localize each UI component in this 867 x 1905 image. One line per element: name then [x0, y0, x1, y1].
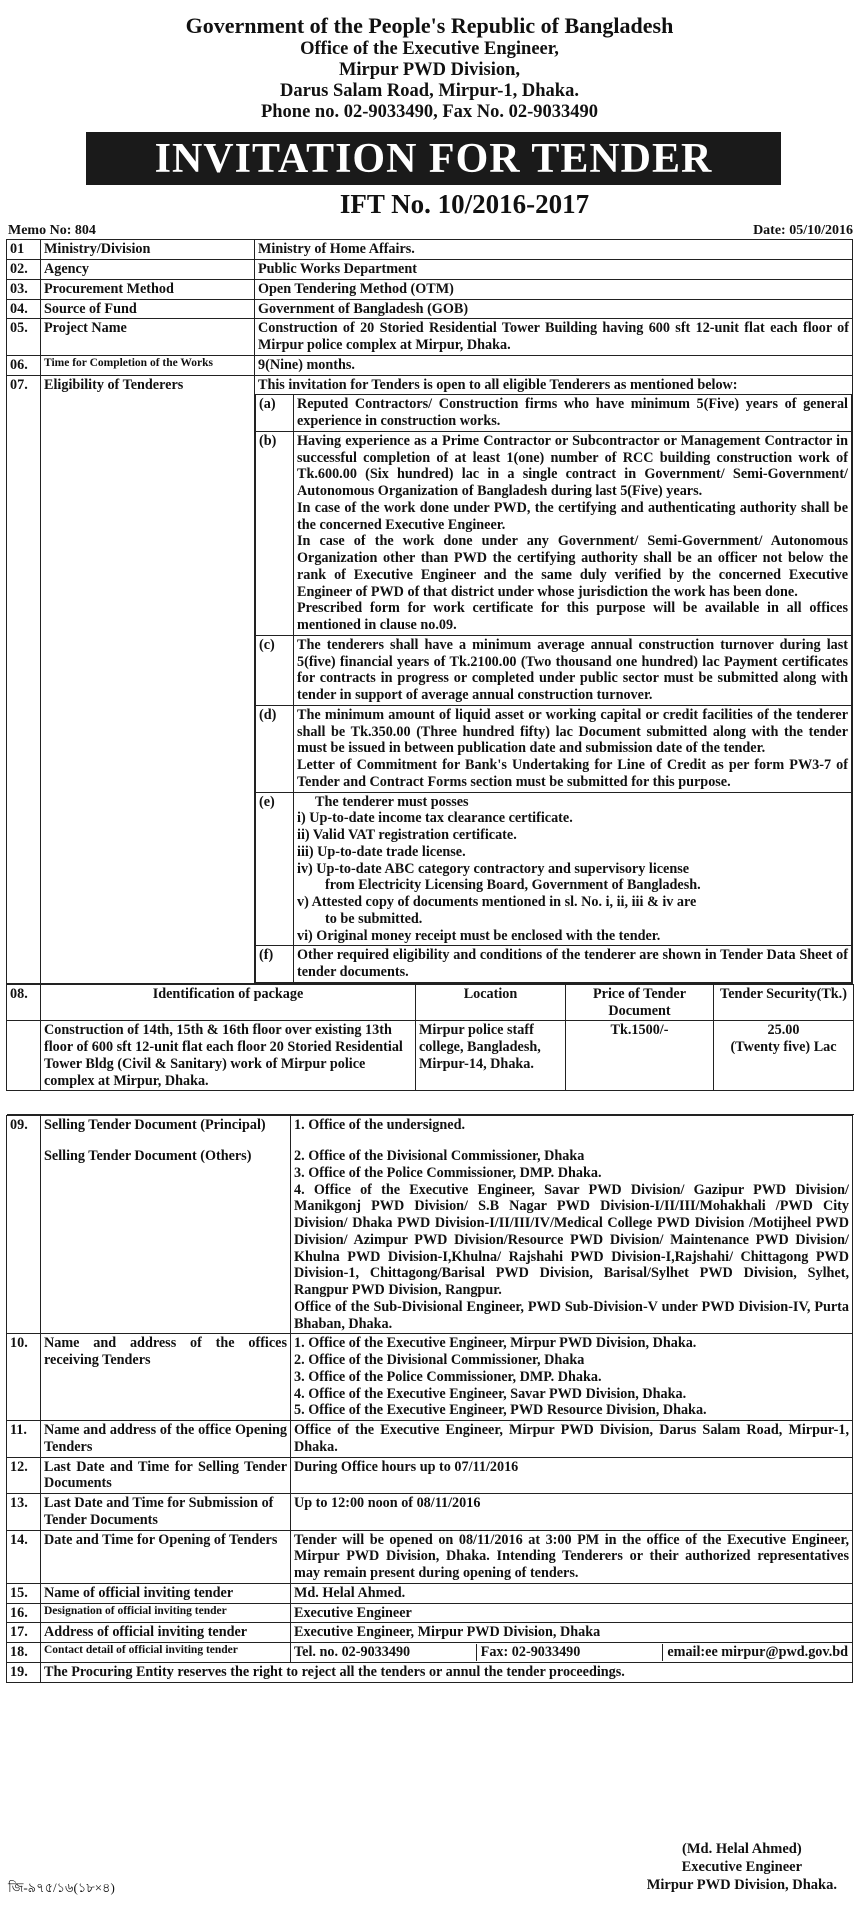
- memo-number: Memo No: 804: [8, 222, 96, 238]
- security-words: (Twenty five) Lac: [730, 1039, 837, 1056]
- row-value: Construction of 20 Storied Residential Tower Building having 600 sft 12-unit flat each floor of Mirpur police complex at Mirpur, Dhaka.: [255, 319, 853, 356]
- row-label: Eligibility of Tenderers: [41, 375, 255, 983]
- letterhead: [6, 14, 853, 124]
- item-paragraph: The minimum amount of liquid asset or working capital or credit facilities of the tenderer shall be Tk.350.00 (Three hundred fifty) lac Document submitted along with the tender must be issued in between publication date and submission date of the tender.: [297, 706, 848, 757]
- row-number: 02.: [7, 260, 41, 280]
- item-key: (c): [256, 635, 294, 705]
- row-label: Address of official inviting tender: [41, 1623, 291, 1643]
- item-key: (e): [256, 792, 294, 946]
- spacer-row: [7, 1091, 854, 1115]
- row-label: Procurement Method: [41, 279, 255, 299]
- row-label: Name and address of the offices receiving Tenders: [41, 1334, 291, 1421]
- item-paragraph: Prescribed form for work certificate for this purpose will be available in all offices mentioned in clause no.09.: [297, 600, 848, 634]
- table-row: [7, 1662, 853, 1682]
- row-number: 12.: [7, 1457, 41, 1494]
- package-header-row: [7, 984, 854, 1021]
- contact-fax: Fax: 02-9033490: [476, 1644, 663, 1661]
- item-title: The tenderer must posses: [315, 793, 469, 810]
- row-number: 19.: [7, 1662, 41, 1682]
- package-header-price: Price of Tender Document: [566, 984, 714, 1021]
- print-code: জি-৯৭৫/১৬(১৮×৪): [8, 1880, 115, 1895]
- row-value: Office of the Executive Engineer, Mirpur PWD Division, Darus Salam Road, Mirpur-1, Dhaka.: [291, 1421, 853, 1458]
- row-value: [291, 1334, 853, 1421]
- signatory-name: (Md. Helal Ahmed): [682, 1841, 802, 1857]
- item-text: Reputed Contractors/ Construction firms who have minimum 5(Five) years of general experience in construction works.: [294, 395, 852, 432]
- row-number: 11.: [7, 1421, 41, 1458]
- row-value: Public Works Department: [255, 260, 853, 280]
- signatory-title: Executive Engineer: [681, 1859, 803, 1876]
- eligibility-item: [256, 946, 852, 983]
- row-number: 14.: [7, 1530, 41, 1583]
- row-number: 10.: [7, 1334, 41, 1421]
- row-number: 17.: [7, 1623, 41, 1643]
- row-label: Last Date and Time for Selling Tender Documents: [41, 1457, 291, 1494]
- row-value: Tender will be opened on 08/11/2016 at 3:00 PM in the office of the Executive Engineer, Mirpur PWD Division, Dhaka. Intending Tenderers or their authorized representatives may remain present during opening of tenders.: [291, 1530, 853, 1583]
- package-price: Tk.1500/-: [566, 1021, 714, 1091]
- office-line: 1. Office of the Executive Engineer, Mirpur PWD Division, Dhaka.: [294, 1335, 697, 1352]
- item-line: iii) Up-to-date trade license.: [297, 843, 466, 860]
- item-line: to be submitted.: [325, 910, 423, 927]
- signatory-office: Mirpur PWD Division, Dhaka.: [646, 1877, 837, 1894]
- contact-tel: Tel. no. 02-9033490: [294, 1644, 411, 1661]
- item-text: [294, 705, 852, 792]
- header-line-4: Darus Salam Road, Mirpur-1, Dhaka.: [280, 81, 579, 102]
- row-value: Executive Engineer: [291, 1603, 853, 1623]
- table-row: [7, 279, 853, 299]
- row-value: Open Tendering Method (OTM): [255, 279, 853, 299]
- contact-details: [294, 1644, 849, 1661]
- item-line: i) Up-to-date income tax clearance certificate.: [297, 810, 573, 827]
- table-row: [7, 1116, 853, 1334]
- eligibility-cell: [255, 375, 853, 983]
- row-label: Last Date and Time for Submission of Tender Documents: [41, 1494, 291, 1531]
- package-identification: Construction of 14th, 15th & 16th floor over existing 13th floor of 600 sft 12-unit flat each floor 20 Storied Residential Tower Bldg (Civil & Sanitary) work of Mirpur police complex at Mirpur, Dhaka.: [41, 1021, 416, 1091]
- row-value: Ministry of Home Affairs.: [255, 240, 853, 260]
- row-value: Up to 12:00 noon of 08/11/2016: [291, 1494, 853, 1531]
- row-value: The Procuring Entity reserves the right to reject all the tenders or annul the tender proceedings.: [41, 1662, 853, 1682]
- label-principal: Selling Tender Document (Principal): [44, 1117, 266, 1134]
- eligibility-item: [256, 431, 852, 635]
- table-row: [7, 1603, 853, 1623]
- table-row: [7, 355, 853, 375]
- spacer-cell: [566, 1091, 714, 1115]
- package-security: [714, 1021, 854, 1091]
- office-line: 2. Office of the Divisional Commissioner, Dhaka: [294, 1352, 585, 1369]
- row-label: Agency: [41, 260, 255, 280]
- row-value: Government of Bangladesh (GOB): [255, 299, 853, 319]
- item-key: (a): [256, 395, 294, 432]
- spacer-cell: [7, 1091, 41, 1115]
- eligibility-item: [256, 395, 852, 432]
- table-row: [7, 1494, 853, 1531]
- package-location: Mirpur police staff college, Bangladesh, Mirpur-14, Dhaka.: [416, 1021, 566, 1091]
- title-banner: INVITATION FOR TENDER: [86, 132, 781, 185]
- office-line: 2. Office of the Divisional Commissioner, Dhaka: [294, 1148, 585, 1165]
- item-key: (d): [256, 705, 294, 792]
- row-label: Date and Time for Opening of Tenders: [41, 1530, 291, 1583]
- table-row: [7, 1530, 853, 1583]
- row-value: [291, 1643, 853, 1663]
- spacer-cell: [41, 1091, 416, 1115]
- table-row: [7, 375, 853, 983]
- eligibility-subtable: [255, 394, 852, 983]
- row-number: 16.: [7, 1603, 41, 1623]
- row-number: 01: [7, 240, 41, 260]
- header-line-3: Mirpur PWD Division,: [338, 59, 521, 80]
- table-row: [7, 1623, 853, 1643]
- row-value: 9(Nine) months.: [255, 355, 853, 375]
- item-text: The tenderers shall have a minimum average annual construction turnover during last 5(five) financial years of Tk.2100.00 (Two thousand one hundred) lac Payment certificates for contracts in progress or completed under public sector must be submitted along with tender in support of average annual construction turnover.: [294, 635, 852, 705]
- row-number: 08.: [7, 984, 41, 1021]
- row-number: 18.: [7, 1643, 41, 1663]
- header-line-2: Office of the Executive Engineer,: [300, 38, 559, 59]
- table-row: [7, 1583, 853, 1603]
- package-header-ident: Identification of package: [41, 984, 416, 1021]
- header-line-1: Government of the People's Republic of Bangladesh: [185, 13, 674, 38]
- item-paragraph: In case of the work done under PWD, the certifying and authenticating authority shall be the concerned Executive Engineer.: [297, 499, 848, 533]
- label-others: Selling Tender Document (Others): [44, 1148, 252, 1165]
- table-row: [7, 1421, 853, 1458]
- package-table: [6, 984, 854, 1116]
- row-value: [291, 1116, 853, 1334]
- office-line: 1. Office of the undersigned.: [294, 1117, 466, 1134]
- table-row: [7, 299, 853, 319]
- item-text: [294, 431, 852, 635]
- row-label: Project Name: [41, 319, 255, 356]
- header-line-5: Phone no. 02-9033490, Fax No. 02-9033490: [260, 102, 599, 123]
- contact-email: email:ee mirpur@pwd.gov.bd: [662, 1644, 849, 1661]
- row-label: Designation of official inviting tender: [41, 1603, 291, 1623]
- row-label: Time for Completion of the Works: [41, 355, 255, 375]
- tender-table: [6, 239, 853, 984]
- eligibility-intro: This invitation for Tenders is open to all eligible Tenderers as mentioned below:: [258, 376, 738, 393]
- row-label: Name of official inviting tender: [41, 1583, 291, 1603]
- row-label: Name and address of the office Opening Tenders: [41, 1421, 291, 1458]
- item-text: Other required eligibility and conditions of the tenderer are shown in Tender Data Sheet of tender documents.: [294, 946, 852, 983]
- eligibility-item: [256, 792, 852, 946]
- ift-number: IFT No. 10/2016-2017: [339, 189, 590, 220]
- office-line: 3. Office of the Police Commissioner, DMP. Dhaka.: [294, 1368, 602, 1385]
- eligibility-item: [256, 635, 852, 705]
- item-line: iv) Up-to-date ABC category contractory and supervisory license: [297, 860, 690, 877]
- row-value: Md. Helal Ahmed.: [291, 1583, 853, 1603]
- item-paragraph: Having experience as a Prime Contractor or Subcontractor or Management Contractor in successful completion of at least 1(one) number of RCC building construction work of Tk.600.00 (Six hundred) lac in a single contract in Government/ Semi-Government/ Autonomous Organization of Bangladesh during last 5(Five) years.: [297, 432, 848, 500]
- row-label: Ministry/Division: [41, 240, 255, 260]
- row-value: During Office hours up to 07/11/2016: [291, 1457, 853, 1494]
- notice-date: Date: 05/10/2016: [753, 222, 853, 238]
- row-number: 04.: [7, 299, 41, 319]
- spacer-cell: [714, 1091, 854, 1115]
- item-paragraph: Letter of Commitment for Bank's Undertaking for Line of Credit as per form PW3-7 of Tender and Contract Forms section must be submitted for this purpose.: [297, 757, 848, 790]
- item-line: vi) Original money receipt must be enclosed with the tender.: [297, 927, 661, 944]
- row-value: Executive Engineer, Mirpur PWD Division, Dhaka: [291, 1623, 853, 1643]
- row-label: Contact detail of official inviting tender: [41, 1643, 291, 1663]
- item-line: from Electricity Licensing Board, Government of Bangladesh.: [325, 877, 701, 894]
- item-key: (f): [256, 946, 294, 983]
- row-number: 13.: [7, 1494, 41, 1531]
- office-line: 4. Office of the Executive Engineer, Savar PWD Division/ Gazipur PWD Division/ Manikgonj PWD Division/ S.B Nagar PWD Division-I/II/III/Mohakhali /PWD City Division/ Dhaka PWD Division-I/II/III/IV/Medical College PWD Division /Motijheel PWD Division/ Azimpur PWD Division/Resource PWD Division/ Maintenance PWD Division/ Khulna PWD Division-I,Khulna/ Rajshahi PWD Division-I,Rajshahi/ Chittagong PWD Division-1, Chittagong/Barisal PWD Division, Barisal/Sylhet PWD Division, Sylhet, Rangpur PWD Division, Rangpur.: [294, 1181, 849, 1299]
- row-label: Source of Fund: [41, 299, 255, 319]
- package-header-security: Tender Security(Tk.): [714, 984, 854, 1021]
- item-key: (b): [256, 431, 294, 635]
- table-row: [7, 1643, 853, 1663]
- row-number: 05.: [7, 319, 41, 356]
- table-row: [7, 240, 853, 260]
- item-paragraph: In case of the work done under any Government/ Semi-Government/ Autonomous Organization other than PWD the certifying authority shall be an officer not below the rank of Executive Engineer and the same duly verified by the concerned Executive Engineer of PWD of that district under whose jurisdiction the work has been done.: [297, 533, 848, 600]
- row-number: 06.: [7, 355, 41, 375]
- table-row: [7, 1457, 853, 1494]
- empty-cell: [7, 1021, 41, 1091]
- item-text: [294, 792, 852, 946]
- office-line: 3. Office of the Police Commissioner, DMP. Dhaka.: [294, 1164, 602, 1181]
- office-line: 5. Office of the Executive Engineer, PWD Resource Division, Dhaka.: [294, 1402, 707, 1419]
- row-number: 15.: [7, 1583, 41, 1603]
- row-number: 07.: [7, 375, 41, 983]
- row-number: 09.: [7, 1116, 41, 1334]
- security-amount: 25.00: [767, 1022, 800, 1039]
- table-row: [7, 1334, 853, 1421]
- package-data-row: [7, 1021, 854, 1091]
- table-row: [7, 260, 853, 280]
- table-row: [7, 319, 853, 356]
- item-line: v) Attested copy of documents mentioned in sl. No. i, ii, iii & iv are: [297, 894, 697, 911]
- row-number: 03.: [7, 279, 41, 299]
- spacer-cell: [416, 1091, 566, 1115]
- item-line: ii) Valid VAT registration certificate.: [297, 827, 517, 844]
- office-line: Office of the Sub-Divisional Engineer, PWD Sub-Division-V under PWD Division-IV, Purta Bhaban, Dhaka.: [294, 1298, 849, 1332]
- package-header-location: Location: [416, 984, 566, 1021]
- eligibility-item: [256, 705, 852, 792]
- tender-table-lower: [6, 1115, 853, 1682]
- row-label: [41, 1116, 291, 1334]
- memo-row: [6, 223, 853, 240]
- signature-block: [647, 1840, 837, 1894]
- office-line: 4. Office of the Executive Engineer, Savar PWD Division, Dhaka.: [294, 1385, 687, 1402]
